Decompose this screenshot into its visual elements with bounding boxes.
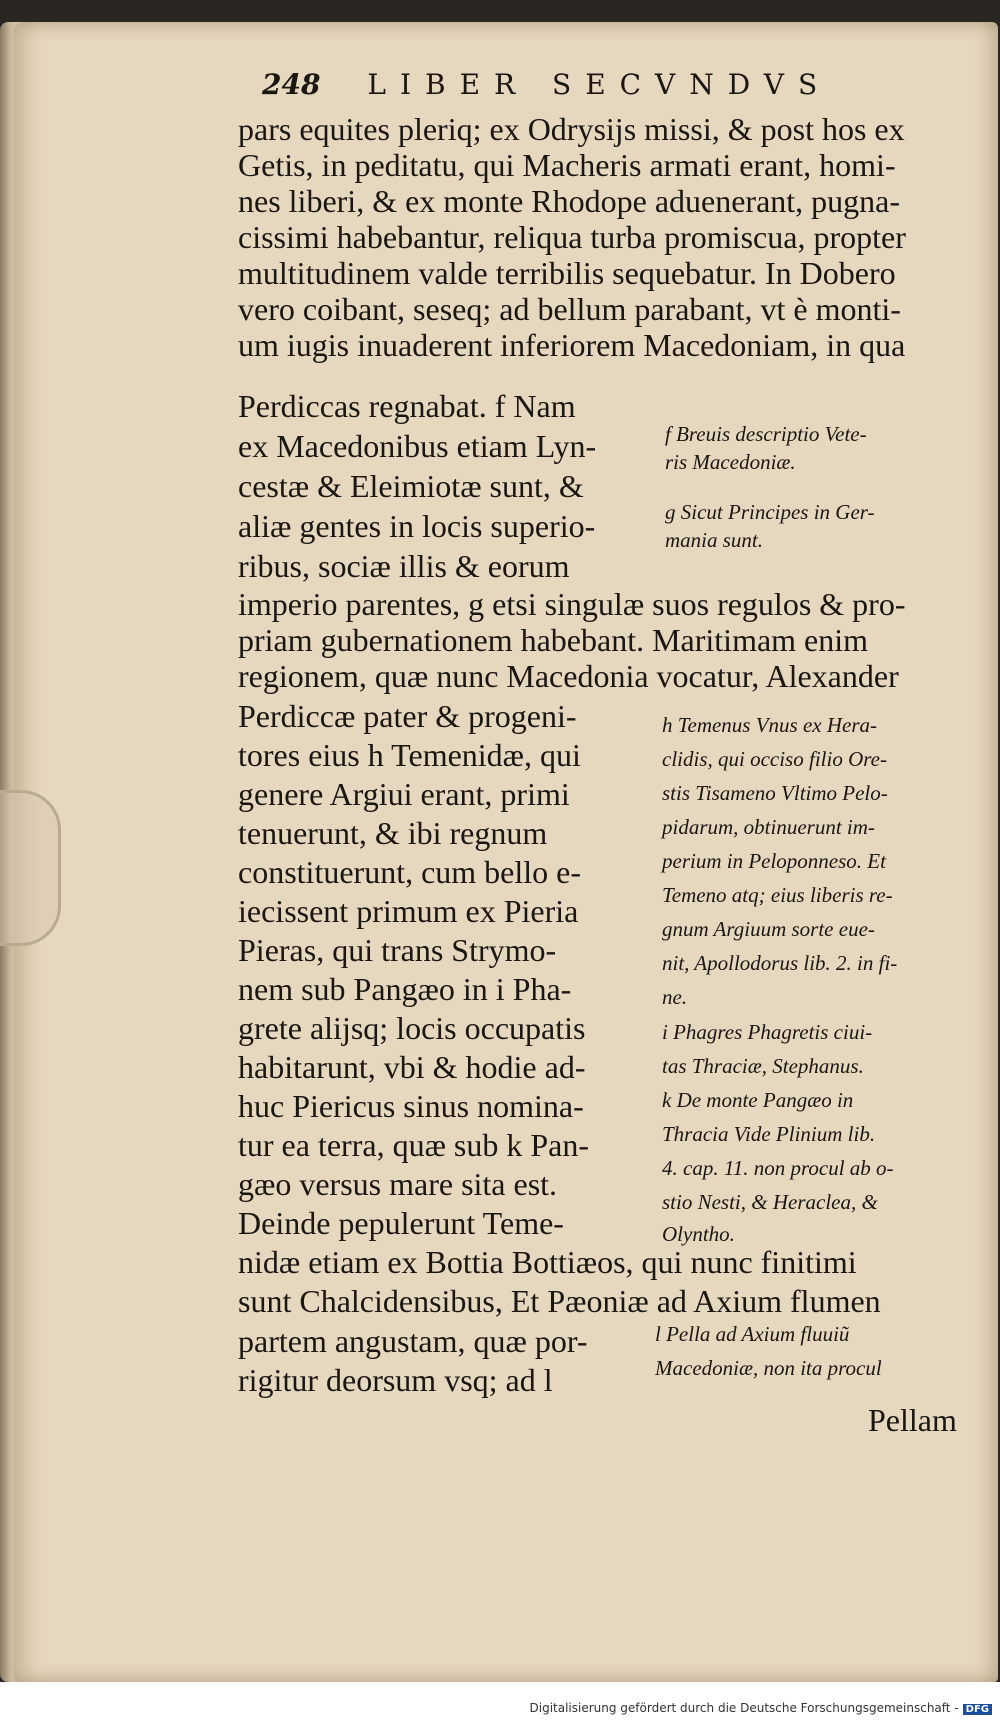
side-note-line: l Pella ad Axium fluuiũ <box>655 1322 850 1346</box>
side-note-line: stis Tisameno Vltimo Pelo- <box>662 781 888 805</box>
text-line: constituerunt, cum bello e- <box>238 854 582 890</box>
text-line: grete alijsq; locis occupatis <box>238 1010 586 1046</box>
text-line: imperio parentes, g etsi singulæ suos regulos & pro- <box>238 586 906 622</box>
side-note-line: gnum Argiuum sorte eue- <box>662 917 875 941</box>
text-line: Perdiccas regnabat. f Nam <box>238 388 576 424</box>
text-line: partem angustam, quæ por- <box>238 1323 588 1359</box>
text-line: tores eius h Temenidæ, qui <box>238 737 581 773</box>
text-line: um iugis inuaderent inferiorem Macedoniam, in qua <box>238 327 906 363</box>
text-line: huc Piericus sinus nomina- <box>238 1088 584 1124</box>
text-line: nem sub Pangæo in i Pha- <box>238 971 572 1007</box>
text-line: iecissent primum ex Pieria <box>238 893 579 929</box>
running-title: LIBER SECVNDVS <box>367 68 832 101</box>
side-note-line: pidarum, obtinuerunt im- <box>662 815 875 839</box>
text-line: aliæ gentes in locis superio- <box>238 508 596 544</box>
text-line: priam gubernationem habebant. Maritimam enim <box>238 622 869 658</box>
text-line: multitudinem valde terribilis sequebatur. In Dobero <box>238 255 896 291</box>
text-line: ribus, sociæ illis & eorum <box>238 548 570 584</box>
side-note-line: nit, Apollodorus lib. 2. in fi- <box>662 951 898 975</box>
catchword: Pellam <box>868 1402 957 1438</box>
side-note-line: perium in Peloponneso. Et <box>662 849 886 873</box>
text-line: cissimi habebantur, reliqua turba promiscua, propter <box>238 219 906 255</box>
side-note-line: stio Nesti, & Heraclea, & <box>662 1190 878 1214</box>
side-note-line: h Temenus Vnus ex Hera- <box>662 713 878 737</box>
page-number: 248 <box>262 68 321 101</box>
side-note-line: Temeno atq; eius liberis re- <box>662 883 893 907</box>
text-line: Deinde pepulerunt Teme- <box>238 1205 564 1241</box>
text-line: cestæ & Eleimiotæ sunt, & <box>238 468 584 504</box>
footer-text: Digitalisierung gefördert durch die Deutsche Forschungsgemeinschaft - <box>529 1701 959 1715</box>
text-line: tur ea terra, quæ sub k Pan- <box>238 1127 590 1163</box>
side-note-line: Olyntho. <box>662 1222 735 1246</box>
page-clip <box>0 790 61 946</box>
side-note-line: Thracia Vide Plinium lib. <box>662 1122 876 1146</box>
dfg-logo: DFG <box>963 1704 992 1715</box>
text-line: Pieras, qui trans Strymo- <box>238 932 557 968</box>
side-note-line: mania sunt. <box>665 528 764 552</box>
text-line: nes liberi, & ex monte Rhodope aduenerant, pugna- <box>238 183 901 219</box>
text-line: sunt Chalcidensibus, Et Pæoniæ ad Axium flumen <box>238 1283 881 1319</box>
digitization-credit <box>530 1701 993 1715</box>
text-line: rigitur deorsum vsq; ad l <box>238 1362 553 1398</box>
text-line: gæo versus mare sita est. <box>238 1166 558 1202</box>
text-line: regionem, quæ nunc Macedonia vocatur, Alexander <box>238 658 899 694</box>
side-note-line: f Breuis descriptio Vete- <box>665 422 867 446</box>
text-line: Getis, in peditatu, qui Macheris armati erant, homi- <box>238 147 896 183</box>
text-line: Perdiccæ pater & progeni- <box>238 698 577 734</box>
side-note-line: Macedoniæ, non ita procul <box>655 1356 882 1380</box>
side-note-line: tas Thraciæ, Stephanus. <box>662 1054 864 1078</box>
text-line: tenuerunt, & ibi regnum <box>238 815 548 851</box>
side-note-line: ris Macedoniæ. <box>665 450 796 474</box>
text-line: vero coibant, seseq; ad bellum parabant, vt è monti- <box>238 291 901 327</box>
text-line: habitarunt, vbi & hodie ad- <box>238 1049 586 1085</box>
text-line: ex Macedonibus etiam Lyn- <box>238 428 597 464</box>
side-note-line: ne. <box>662 985 688 1009</box>
text-line: pars equites pleriq; ex Odrysijs missi, & post hos ex <box>238 111 905 147</box>
side-note-line: clidis, qui occiso filio Ore- <box>662 747 887 771</box>
side-note-line: i Phagres Phagretis ciui- <box>662 1020 873 1044</box>
running-header <box>262 68 831 101</box>
text-line: nidæ etiam ex Bottia Bottiæos, qui nunc finitimi <box>238 1244 857 1280</box>
side-note-line: g Sicut Principes in Ger- <box>665 500 875 524</box>
side-note-line: 4. cap. 11. non procul ab o- <box>662 1156 894 1180</box>
side-note-line: k De monte Pangæo in <box>662 1088 854 1112</box>
text-line: genere Argiui erant, primi <box>238 776 570 812</box>
